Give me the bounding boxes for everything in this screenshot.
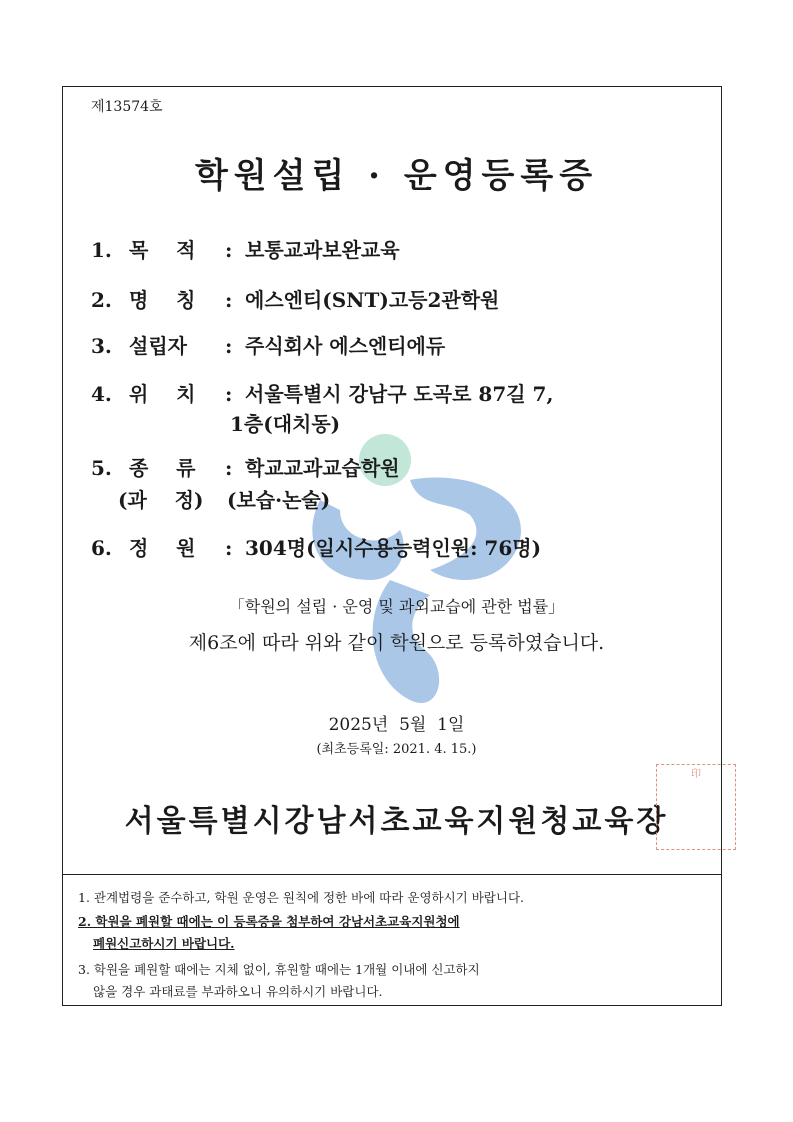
registration-number: 제13574호 bbox=[91, 99, 163, 115]
official-seal-stamp: 印 bbox=[656, 764, 736, 850]
item-number: 2. bbox=[91, 288, 112, 312]
item-label: 설립자 bbox=[129, 334, 187, 358]
note-2-line1: 2. 학원을 폐원할 때에는 이 등록증을 첨부하여 강남서초교육지원청에 bbox=[78, 914, 460, 929]
item-number: 5. bbox=[91, 456, 112, 480]
item-value: 서울특별시 강남구 도곡로 87길 7, bbox=[245, 382, 554, 406]
item-label: 정 원 bbox=[129, 536, 196, 560]
note-1: 1. 관계법령을 준수하고, 학원 운영은 원칙에 정한 바에 따라 운영하시기 바랍니다. bbox=[78, 890, 525, 905]
item-value: 304명(일시수용능력인원: 76명) bbox=[245, 536, 542, 560]
item-value: 주식회사 에스엔티에듀 bbox=[245, 334, 446, 358]
item-label: 위 치 bbox=[129, 382, 196, 406]
item-value: 학교교과교습학원 bbox=[245, 456, 400, 480]
note-3-line2: 않을 경우 과태료를 부과하오니 유의하시기 바랍니다. bbox=[93, 984, 383, 999]
item-value: 보통교과보완교육 bbox=[245, 238, 400, 262]
item-label: 종 류 bbox=[129, 456, 196, 480]
item-type: 5. 종 류 : 학교교과교습학원 bbox=[91, 452, 400, 481]
note-2-line2: 폐원신고하시기 바랍니다. bbox=[93, 936, 235, 951]
item-capacity: 6. 정 원 : 304명(일시수용능력인원: 76명) bbox=[91, 532, 541, 561]
item-purpose: 1. 목 적 : 보통교과보완교육 bbox=[91, 234, 400, 263]
course-label: (과 정) bbox=[118, 488, 204, 512]
item-label: 명 칭 bbox=[129, 288, 196, 312]
document-title: 학원설립 · 운영등록증 bbox=[194, 156, 599, 196]
item-founder: 3. 설립자 : 주식회사 에스엔티에듀 bbox=[91, 330, 445, 359]
item-location: 4. 위 치 : 서울특별시 강남구 도곡로 87길 7, 1층(대치동) bbox=[91, 378, 553, 407]
item-label: 목 적 bbox=[129, 238, 196, 262]
issuer-name: 서울특별시강남서초교육지원청교육장 bbox=[124, 804, 669, 839]
item-number: 3. bbox=[91, 334, 112, 358]
notes-divider bbox=[62, 874, 722, 875]
item-number: 6. bbox=[91, 536, 112, 560]
first-registration-date: (최초등록일: 2021. 4. 15.) bbox=[316, 742, 477, 757]
item-number: 4. bbox=[91, 382, 112, 406]
item-value: 에스엔티(SNT)고등2관학원 bbox=[245, 288, 500, 312]
statement-law: 「학원의 설립 · 운영 및 과외교습에 관한 법률」 bbox=[228, 597, 565, 616]
statement-registration: 제6조에 따라 위와 같이 학원으로 등록하였습니다. bbox=[188, 632, 605, 654]
item-number: 1. bbox=[91, 238, 112, 262]
item-value-line2: 1층(대치동) bbox=[230, 412, 341, 436]
note-3-line1: 3. 학원을 폐원할 때에는 지체 없이, 휴원할 때에는 1개월 이내에 신고하지 bbox=[78, 962, 480, 977]
item-course bbox=[118, 484, 330, 513]
issue-date: 2025년 5월 1일 bbox=[328, 715, 465, 735]
item-name: 2. 명 칭 : 에스엔티(SNT)고등2관학원 bbox=[91, 284, 499, 313]
course-value: (보습·논술) bbox=[227, 488, 331, 512]
